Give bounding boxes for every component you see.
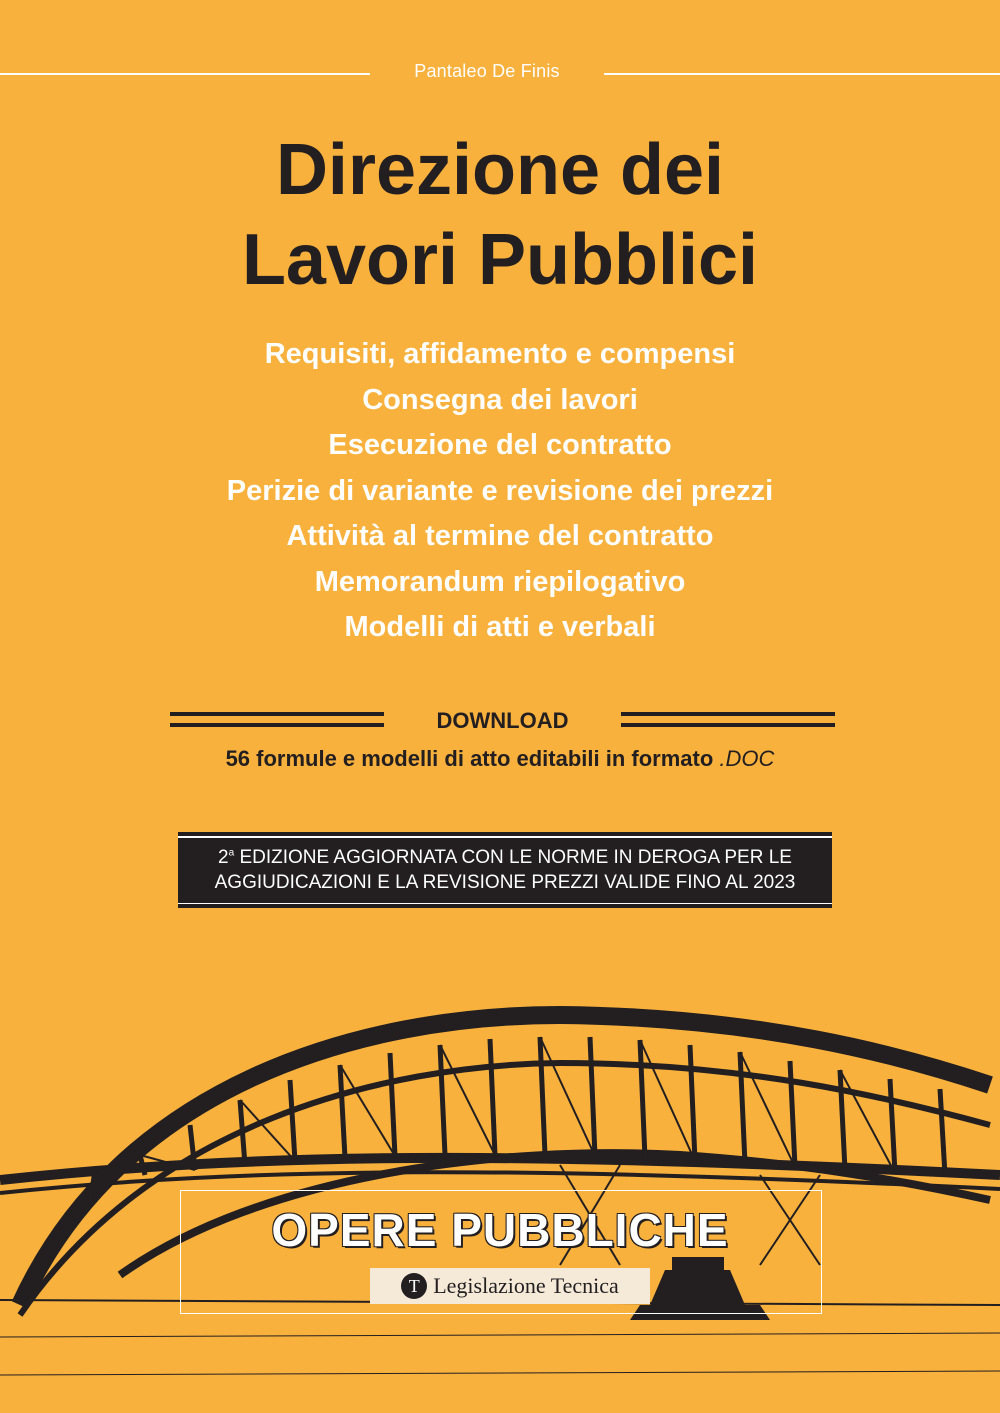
download-format: .DOC (719, 746, 775, 771)
topic-item: Esecuzione del contratto (328, 429, 672, 461)
download-bars-left (170, 712, 384, 728)
author-row (0, 58, 1000, 88)
book-title (0, 125, 1000, 305)
topic-item: Requisiti, affidamento e compensi (264, 338, 736, 370)
edition-banner (178, 832, 832, 908)
edition-line-2: AGGIUDICAZIONI E LA REVISIONE PREZZI VALIDE FINO AL 2023 (214, 872, 796, 893)
title-line-2: Lavori Pubblici (241, 220, 759, 300)
author-name: Pantaleo De Finis (414, 61, 560, 81)
title-line-1: Direzione dei (275, 130, 725, 210)
publisher-name: Legislazione Tecnica (433, 1273, 619, 1298)
topic-item: Modelli di atti e verbali (344, 611, 656, 643)
download-description (0, 743, 1000, 775)
download-bars-right (621, 712, 835, 728)
topic-item: Memorandum riepilogativo (314, 565, 686, 598)
download-label: DOWNLOAD (436, 708, 569, 733)
topics-list (0, 332, 1000, 651)
series-name: OPERE PUBBLICHE (271, 1204, 729, 1256)
topic-item: Attività al termine del contratto (286, 520, 714, 552)
topic-item: Perizie di variante e revisione dei prezzi (226, 474, 774, 507)
edition-text (178, 845, 832, 895)
author-divider-left (0, 73, 370, 75)
author-divider-right (604, 73, 1000, 75)
legislazione-tecnica-logo-icon: T (401, 1273, 427, 1299)
download-banner (170, 707, 835, 735)
topic-item: Consegna dei lavori (362, 383, 638, 416)
publisher-box (370, 1268, 650, 1304)
download-description-text: 56 formule e modelli di atto editabili in formato (225, 746, 714, 771)
edition-line-1: 2$^a$ EDIZIONE AGGIORNATA CON LE NORME IN DEROGA PER LE (218, 847, 792, 868)
